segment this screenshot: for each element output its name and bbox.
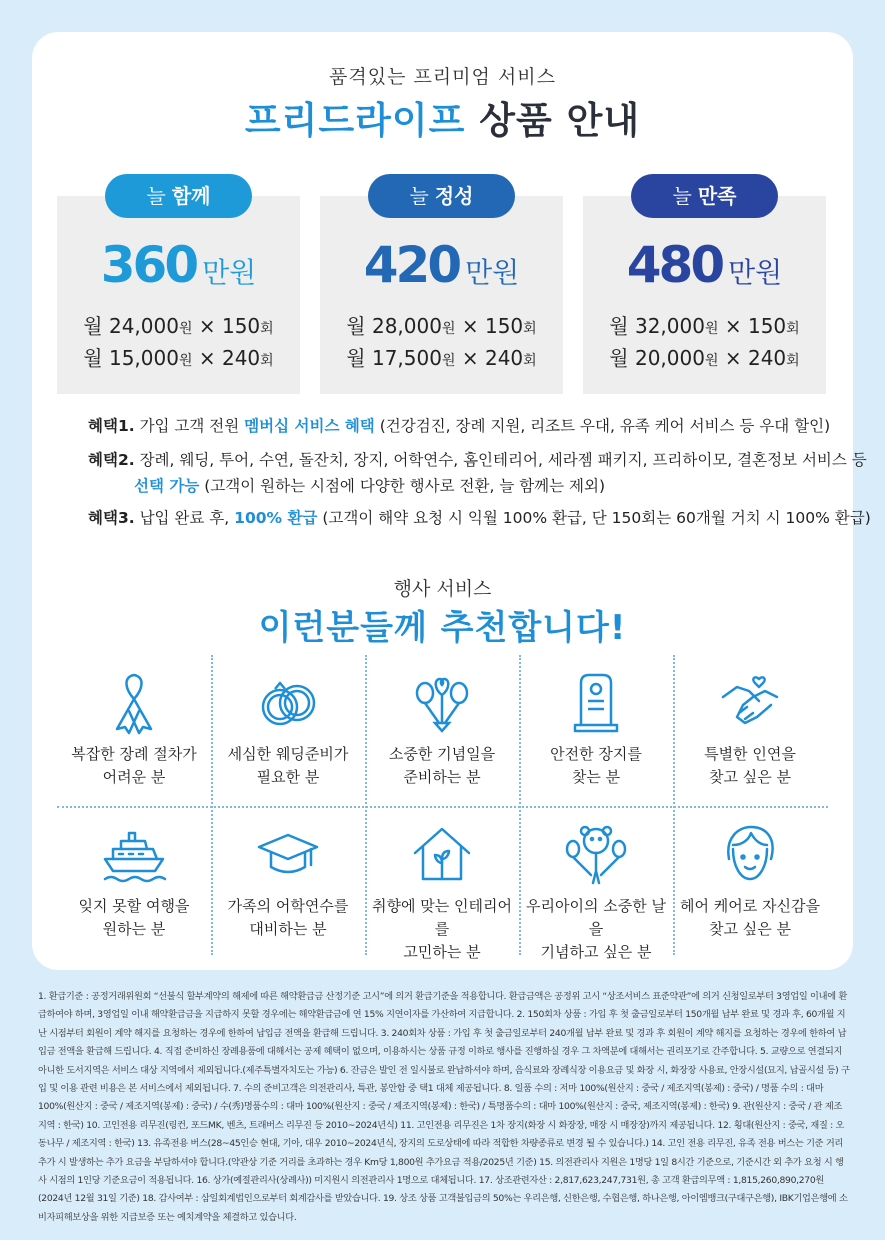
- benefit-1: 혜택1. 가입 고객 전원 멤버십 서비스 혜택 (건강검진, 장례 지원, 리조트 우대, 유족 케어 서비스 등 우대 할인): [88, 417, 831, 435]
- recommend-text: 세심한 웨딩준비가 필요한 분: [227, 745, 349, 786]
- footnotes: 1. 환급기준 : 공정거래위원회 “선불식 할부계약의 해제에 따른 해약환급금 산정기준 고시”에 의거 환급기준을 적용합니다. 환급금액은 공정위 고시 “상조서비스 표준약관”에 의거 신청일로부터 3영업일 이내에 환급하여야 하며, 3영업일 이내 해약환급금을 지급하지 못할 경우에는 해약환급금에 연 15% 지연이자를 가산하여 지급합니다. 2. 150회차 상품 : 가입 후 첫 출금일로부터 150개월 납부 완료 및 경과 후, 60개월 지난 시점부터 회원이 계약 해지를 요청하는 경우에 한하여 납입금 전액을 환급해 드립니다. 3. 240회차 상품 : 가입 후 첫 출금일로부터 240개월 납부 완료 및 경과 후 회원이 계약 해지를 요청하는 경우에 한하여 납입금 전액을 환급해 드립니다. 4. 직접 준비하신 장례용품에 대해서는 공제 혜택이 없으며, 이용하시는 상품 규정 이하로 행사를 진행하실 경우 그 차액분에 대해서는 권리포기로 간주합니다. 5. 교량으로 연결되지 아니한 도서지역은 서비스 대상 지역에서 제외됩니다.(제주특별자치도는 가능) 6. 잔금은 발인 전 일시불로 완납하셔야 하며, 음식료와 장례식장 이용요금 및 화장 시, 화장장 사용료, 안장시설(묘지, 납골시설 등) 구입 및 이용 관련 비용은 본 서비스에서 제외됩니다. 7. 수의 준비고객은 의전관리사, 특관, 봉안함 중 택1 대체 제공됩니다. 8. 일품 수의 : 저마 100%(원산지 : 중국 / 제조지역(봉제) : 중국) / 명품 수의 : 대마 100%(원산지 : 중국 / 제조지역(봉제) : 중국) / 수(秀)명품수의 : 대마 100%(원산지 : 중국 / 제조지역(봉제) : 한국) / 특명품수의 : 대마 100%(원산지 : 중국, 제조지역(봉제) : 한국) 9. 관(원산지 : 중국 / 관 제조지역 : 한국) 10. 고인전용 리무진(링컨, 포드MK, 벤츠, 트래버스 리무진 등 2010~2024년식) 11. 고인전용 리무진은 1차 장지(화장 시 화장장, 매장 시 매장장)까지 제공됩니다. 12. 횡대(원산지 : 중국, 재질 : 오동나무 / 제조지역 : 한국) 13. 유족전용 버스(28~45인승 현대, 기아, 대우 2010~2024년식, 장지의 도로상태에 따라 적합한 차량종류로 변경 될 수 있습니다.) 14. 고인 전용 리무진, 유족 전용 버스는 기준 거리 추가 시 발생하는 추가 요금을 부담하셔야 합니다.(약관상 기준 거리를 초과하는 경우 Km당 1,800원 추가요금 적용/2025년 기준) 15. 의전관리사 지원은 1명당 1일 8시간 기준으로, 기준시간 외 추가 요청 시 행사 시점의 1인당 기준요금이 적용됩니다. 16. 상가(예절관리사(상례사)) 미지원시 의전관리사 1명으로 대체됩니다. 17. 상조관련자산 : 2,817,623,247,731원, 총 고객 환급의무액 : 1,815,260,890,270원 (2024년 12월 31일 기준) 18. 감사여부 : 삼일회계법인으로부터 회계감사를 받았습니다. 19. 상조 상품 고객불입금의 50%는 우리은행, 신한은행, 수협은행, 하나은행, 아이엠뱅크(구대구은행), IBK기업은행에 소비자피해보상을 위한 지급보증 또는 예치계약을 체결하고 있습니다.: [38, 991, 850, 1223]
- rings-icon: [253, 667, 323, 737]
- plan-installment-240: 월 17,500원 × 240회: [346, 346, 537, 370]
- recommend-item-matchmaking: [673, 655, 827, 805]
- hands-icon: [715, 667, 785, 737]
- recommend-item-anniversary: [365, 655, 519, 805]
- recommend-item-language: [211, 807, 365, 957]
- recommend-text: 우리아이의 소중한 날을 기념하고 싶은 분: [526, 897, 666, 961]
- recommend-text: 안전한 장지를 찾는 분: [550, 745, 642, 786]
- ribbon-icon: [99, 667, 169, 737]
- plan-installment-150: 월 32,000원 × 150회: [609, 314, 800, 338]
- benefit-2: 혜택2. 장례, 웨딩, 투어, 수연, 돌잔치, 장지, 어학연수, 홈인테리어, 세라젬 패키지, 프리하이모, 결혼정보 서비스 등: [88, 451, 867, 469]
- brand-name: 프리드라이프: [244, 99, 466, 142]
- recommend-text: 헤어 케어로 자신감을 찾고 싶은 분: [680, 897, 820, 938]
- cruise-ship-icon: [99, 819, 169, 889]
- recommend-item-wedding: [211, 655, 365, 805]
- plan-card-jeongseong: [320, 184, 563, 394]
- plan-badge: 늘 함께: [105, 174, 252, 218]
- recommend-text: 잊지 못할 여행을 원하는 분: [78, 897, 190, 938]
- recommend-item-funeral: [57, 655, 211, 805]
- house-icon: [407, 819, 477, 889]
- benefit-2-cont: 선택 가능 (고객이 원하는 시점에 다양한 행사로 전환, 늘 함께는 제외): [134, 477, 606, 495]
- gravestone-icon: [561, 667, 631, 737]
- recommend-text: 가족의 어학연수를 대비하는 분: [227, 897, 349, 938]
- hair-person-icon: [715, 819, 785, 889]
- graduation-cap-icon: [253, 819, 323, 889]
- plan-installment-150: 월 24,000원 × 150회: [83, 314, 274, 338]
- recommend-text: 취향에 맞는 인테리어를 고민하는 분: [372, 897, 512, 961]
- recommend-text: 소중한 기념일을 준비하는 분: [388, 745, 496, 786]
- plan-price: 360 만원: [100, 236, 257, 294]
- title-rest: 상품 안내: [479, 99, 641, 142]
- header-title: [0, 90, 885, 144]
- plan-installment-150: 월 28,000원 × 150회: [346, 314, 537, 338]
- recommend-text: 복잡한 장례 절차가 어려운 분: [71, 745, 197, 786]
- plan-price: 480 만원: [626, 236, 783, 294]
- recommend-item-hair: [673, 807, 827, 957]
- benefit-3: 혜택3. 납입 완료 후, 100% 환급 (고객이 해약 요청 시 익월 100% 환급, 단 150회는 60개월 거치 시 100% 환급): [88, 509, 871, 527]
- plan-card-manjok: [583, 184, 826, 394]
- recommend-grid: [57, 655, 828, 961]
- plan-badge: 늘 만족: [631, 174, 778, 218]
- plan-price: 420 만원: [363, 236, 520, 294]
- recommend-item-burial: [519, 655, 673, 805]
- plan-installment-240: 월 20,000원 × 240회: [609, 346, 800, 370]
- balloons-icon: [407, 667, 477, 737]
- recommend-item-travel: [57, 807, 211, 957]
- plan-card-hamkke: [57, 184, 300, 394]
- section-title: 이런분들께 추천합니다!: [258, 608, 627, 648]
- plan-installment-240: 월 15,000원 × 240회: [83, 346, 274, 370]
- plan-badge: 늘 정성: [368, 174, 515, 218]
- section-subtitle: 행사 서비스: [393, 578, 492, 600]
- bear-balloons-icon: [561, 819, 631, 889]
- recommend-text: 특별한 인연을 찾고 싶은 분: [704, 745, 796, 786]
- recommend-item-kids: [519, 807, 673, 961]
- header-subtitle: 품격있는 프리미엄 서비스: [329, 66, 556, 88]
- recommend-item-interior: [365, 807, 519, 961]
